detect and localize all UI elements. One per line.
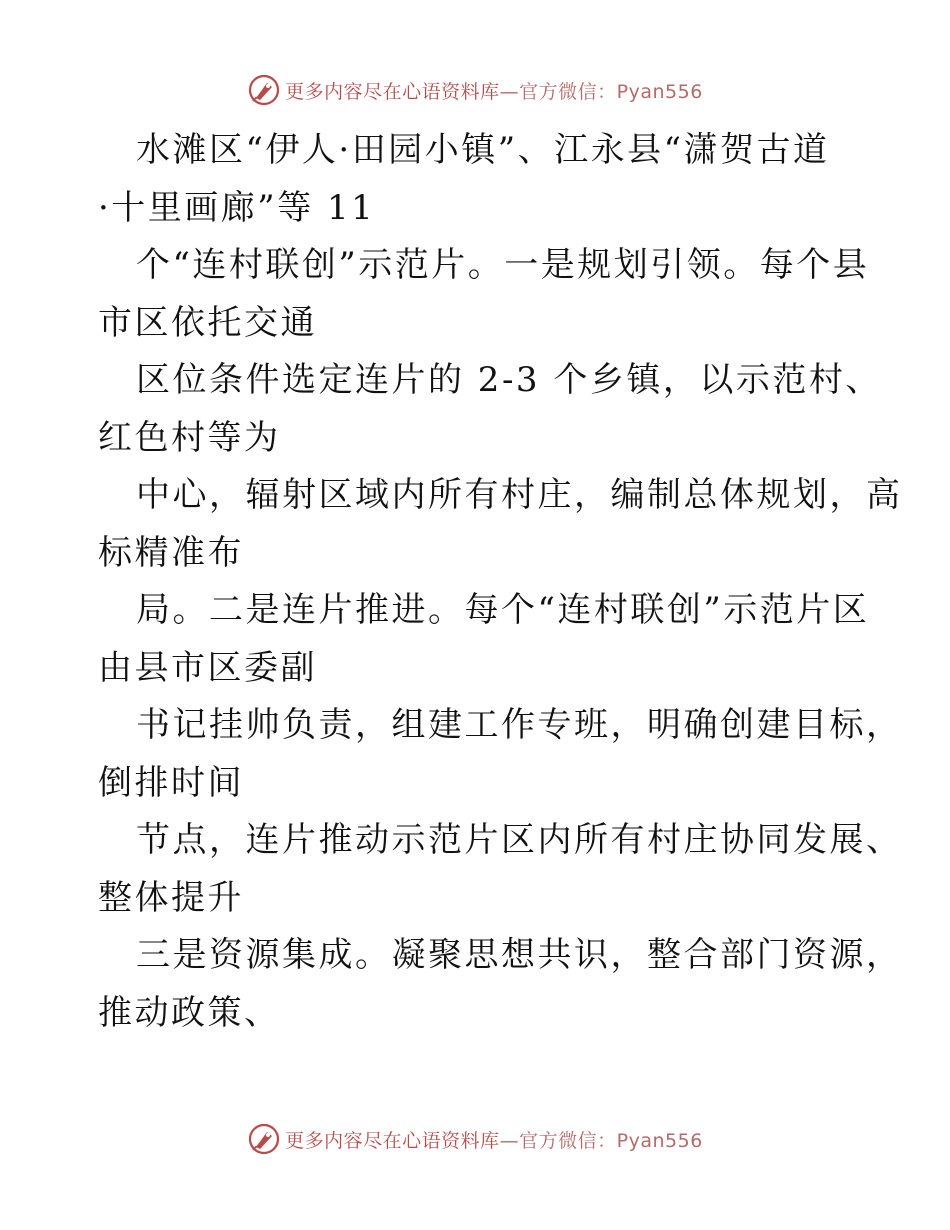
text-line-11: 书记挂帅负责，组建工作专班，明确创建目标，: [136, 705, 903, 745]
text-line-16: 推动政策、: [98, 992, 281, 1033]
footer-watermark: [0, 1122, 950, 1156]
header-watermark: [0, 73, 950, 107]
text-line-7: 中心，辐射区域内所有村庄，编制总体规划，高: [136, 475, 903, 515]
watermark-text-main: 更多内容尽在心语资料库: [285, 80, 500, 103]
text-line-13: 节点，连片推动示范片区内所有村庄协同发展、: [136, 820, 903, 860]
pen-nib-logo-icon: [247, 73, 281, 107]
watermark-text-main: 更多内容尽在心语资料库: [285, 1129, 500, 1152]
text-line-1: 水滩区“伊人·田园小镇”、江永县“潇贺古道: [136, 130, 830, 170]
text-line-8: 标精准布: [98, 532, 244, 573]
pen-nib-logo-icon: [247, 1122, 281, 1156]
text-line-3: 个“连村联创”示范片。一是规划引领。每个县: [136, 245, 870, 285]
document-body: [98, 122, 903, 1042]
watermark-text-rest: —官方微信：Pyan556: [499, 80, 703, 103]
text-line-15: 三是资源集成。凝聚思想共识，整合部门资源，: [136, 935, 903, 975]
watermark-text: [285, 1126, 703, 1153]
text-line-6: 红色村等为: [98, 417, 281, 458]
text-line-14: 整体提升: [98, 877, 244, 918]
text-line-10: 由县市区委副: [98, 647, 317, 688]
text-line-2: ·十里画廊”等 11: [98, 187, 376, 228]
watermark-text: [285, 77, 703, 104]
text-line-4: 市区依托交通: [98, 302, 317, 343]
text-line-9: 局。二是连片推进。每个“连村联创”示范片区: [136, 590, 870, 630]
text-line-12: 倒排时间: [98, 762, 244, 803]
watermark-text-rest: —官方微信：Pyan556: [499, 1129, 703, 1152]
text-line-5: 区位条件选定连片的 2-3 个乡镇，以示范村、: [136, 360, 882, 400]
